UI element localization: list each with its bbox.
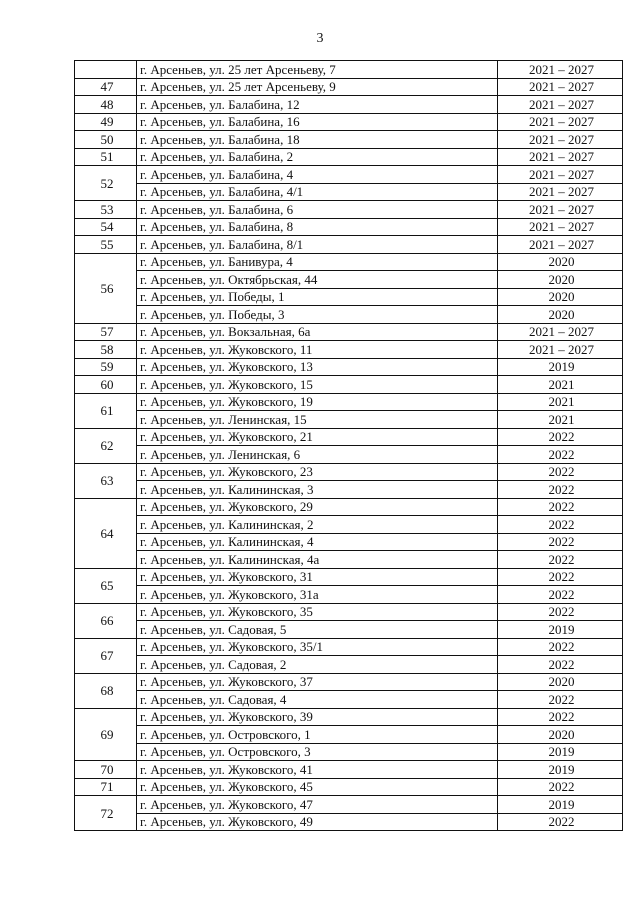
years-cell: 2021 – 2027 — [498, 96, 623, 114]
years-cell: 2022 — [498, 638, 623, 656]
address-cell: г. Арсеньев, ул. Балабина, 8/1 — [137, 236, 498, 254]
table-row — [75, 498, 623, 516]
address-cell: г. Арсеньев, ул. Победы, 3 — [137, 306, 498, 324]
table-row — [75, 778, 623, 796]
row-number: 60 — [75, 376, 137, 394]
years-cell: 2021 – 2027 — [498, 61, 623, 79]
row-number: 68 — [75, 673, 137, 708]
table-row — [75, 166, 623, 184]
table-row — [75, 726, 623, 744]
address-cell: г. Арсеньев, ул. Садовая, 5 — [137, 621, 498, 639]
row-number: 47 — [75, 78, 137, 96]
table-row — [75, 533, 623, 551]
table-row — [75, 481, 623, 499]
address-cell: г. Арсеньев, ул. 25 лет Арсеньеву, 7 — [137, 61, 498, 79]
address-cell: г. Арсеньев, ул. Калининская, 4 — [137, 533, 498, 551]
table-row — [75, 341, 623, 359]
years-cell: 2021 – 2027 — [498, 183, 623, 201]
address-cell: г. Арсеньев, ул. Ленинская, 6 — [137, 446, 498, 464]
table-row — [75, 673, 623, 691]
years-cell: 2020 — [498, 726, 623, 744]
years-cell: 2021 – 2027 — [498, 166, 623, 184]
row-number: 57 — [75, 323, 137, 341]
years-cell: 2021 – 2027 — [498, 236, 623, 254]
row-number: 67 — [75, 638, 137, 673]
years-cell: 2021 – 2027 — [498, 131, 623, 149]
table-row — [75, 813, 623, 831]
row-number: 69 — [75, 708, 137, 761]
years-cell: 2022 — [498, 813, 623, 831]
address-table — [74, 60, 623, 831]
address-cell: г. Арсеньев, ул. Жуковского, 45 — [137, 778, 498, 796]
row-number: 66 — [75, 603, 137, 638]
row-number: 64 — [75, 498, 137, 568]
row-number: 52 — [75, 166, 137, 201]
years-cell: 2021 – 2027 — [498, 148, 623, 166]
address-cell: г. Арсеньев, ул. Калининская, 3 — [137, 481, 498, 499]
years-cell: 2021 – 2027 — [498, 78, 623, 96]
address-cell: г. Арсеньев, ул. Победы, 1 — [137, 288, 498, 306]
address-cell: г. Арсеньев, ул. Жуковского, 47 — [137, 796, 498, 814]
row-number: 51 — [75, 148, 137, 166]
years-cell: 2019 — [498, 621, 623, 639]
row-number: 48 — [75, 96, 137, 114]
row-number — [75, 61, 137, 79]
years-cell: 2020 — [498, 673, 623, 691]
address-cell: г. Арсеньев, ул. Жуковского, 31а — [137, 586, 498, 604]
address-cell: г. Арсеньев, ул. Жуковского, 49 — [137, 813, 498, 831]
address-cell: г. Арсеньев, ул. Жуковского, 41 — [137, 761, 498, 779]
table-row — [75, 148, 623, 166]
years-cell: 2020 — [498, 288, 623, 306]
years-cell: 2020 — [498, 271, 623, 289]
address-cell: г. Арсеньев, ул. Жуковского, 19 — [137, 393, 498, 411]
row-number: 65 — [75, 568, 137, 603]
address-cell: г. Арсеньев, ул. Жуковского, 39 — [137, 708, 498, 726]
years-cell: 2021 – 2027 — [498, 218, 623, 236]
years-cell: 2022 — [498, 498, 623, 516]
years-cell: 2019 — [498, 796, 623, 814]
address-cell: г. Арсеньев, ул. Жуковского, 35 — [137, 603, 498, 621]
years-cell: 2021 — [498, 393, 623, 411]
years-cell: 2020 — [498, 306, 623, 324]
table-row — [75, 271, 623, 289]
table-row — [75, 568, 623, 586]
address-cell: г. Арсеньев, ул. Островского, 1 — [137, 726, 498, 744]
row-number: 55 — [75, 236, 137, 254]
row-number: 62 — [75, 428, 137, 463]
table-row — [75, 691, 623, 709]
address-cell: г. Арсеньев, ул. Балабина, 4 — [137, 166, 498, 184]
address-cell: г. Арсеньев, ул. Жуковского, 31 — [137, 568, 498, 586]
table-row — [75, 708, 623, 726]
row-number: 70 — [75, 761, 137, 779]
years-cell: 2022 — [498, 428, 623, 446]
years-cell: 2022 — [498, 603, 623, 621]
address-cell: г. Арсеньев, ул. Октябрьская, 44 — [137, 271, 498, 289]
years-cell: 2021 – 2027 — [498, 201, 623, 219]
address-cell: г. Арсеньев, ул. Жуковского, 21 — [137, 428, 498, 446]
address-cell: г. Арсеньев, ул. Жуковского, 15 — [137, 376, 498, 394]
table-row — [75, 393, 623, 411]
table-row — [75, 638, 623, 656]
address-cell: г. Арсеньев, ул. Калининская, 4а — [137, 551, 498, 569]
table-row — [75, 183, 623, 201]
table-row — [75, 586, 623, 604]
years-cell: 2022 — [498, 533, 623, 551]
address-cell: г. Арсеньев, ул. Жуковского, 29 — [137, 498, 498, 516]
address-cell: г. Арсеньев, ул. Балабина, 18 — [137, 131, 498, 149]
years-cell: 2022 — [498, 708, 623, 726]
table-row — [75, 743, 623, 761]
years-cell: 2022 — [498, 463, 623, 481]
row-number: 50 — [75, 131, 137, 149]
address-cell: г. Арсеньев, ул. Жуковского, 37 — [137, 673, 498, 691]
table-row — [75, 428, 623, 446]
address-cell: г. Арсеньев, ул. Балабина, 16 — [137, 113, 498, 131]
address-cell: г. Арсеньев, ул. Жуковского, 13 — [137, 358, 498, 376]
row-number: 63 — [75, 463, 137, 498]
table-row — [75, 288, 623, 306]
address-cell: г. Арсеньев, ул. Балабина, 4/1 — [137, 183, 498, 201]
years-cell: 2019 — [498, 743, 623, 761]
address-cell: г. Арсеньев, ул. Банивура, 4 — [137, 253, 498, 271]
row-number: 59 — [75, 358, 137, 376]
row-number: 58 — [75, 341, 137, 359]
page-number: 3 — [316, 31, 324, 46]
table-row — [75, 463, 623, 481]
table-row — [75, 411, 623, 429]
row-number: 71 — [75, 778, 137, 796]
address-cell: г. Арсеньев, ул. Балабина, 8 — [137, 218, 498, 236]
years-cell: 2021 – 2027 — [498, 113, 623, 131]
table-row — [75, 236, 623, 254]
table-row — [75, 376, 623, 394]
table-row — [75, 113, 623, 131]
table-row — [75, 551, 623, 569]
table-row — [75, 516, 623, 534]
table-row — [75, 603, 623, 621]
years-cell: 2021 — [498, 376, 623, 394]
address-table-body — [75, 61, 623, 831]
table-row — [75, 131, 623, 149]
table-row — [75, 253, 623, 271]
address-cell: г. Арсеньев, ул. Садовая, 2 — [137, 656, 498, 674]
row-number: 72 — [75, 796, 137, 831]
address-cell: г. Арсеньев, ул. Жуковского, 35/1 — [137, 638, 498, 656]
row-number: 54 — [75, 218, 137, 236]
years-cell: 2020 — [498, 253, 623, 271]
years-cell: 2022 — [498, 551, 623, 569]
table-row — [75, 78, 623, 96]
address-cell: г. Арсеньев, ул. Жуковского, 23 — [137, 463, 498, 481]
years-cell: 2019 — [498, 358, 623, 376]
table-row — [75, 201, 623, 219]
table-row — [75, 61, 623, 79]
years-cell: 2022 — [498, 656, 623, 674]
table-row — [75, 358, 623, 376]
row-number: 53 — [75, 201, 137, 219]
address-cell: г. Арсеньев, ул. Садовая, 4 — [137, 691, 498, 709]
row-number: 49 — [75, 113, 137, 131]
address-cell: г. Арсеньев, ул. 25 лет Арсеньеву, 9 — [137, 78, 498, 96]
years-cell: 2022 — [498, 778, 623, 796]
table-row — [75, 218, 623, 236]
table-row — [75, 796, 623, 814]
table-row — [75, 656, 623, 674]
years-cell: 2021 – 2027 — [498, 341, 623, 359]
address-cell: г. Арсеньев, ул. Калининская, 2 — [137, 516, 498, 534]
table-row — [75, 306, 623, 324]
years-cell: 2022 — [498, 586, 623, 604]
address-cell: г. Арсеньев, ул. Балабина, 6 — [137, 201, 498, 219]
years-cell: 2022 — [498, 446, 623, 464]
table-row — [75, 96, 623, 114]
table-row — [75, 621, 623, 639]
table-row — [75, 446, 623, 464]
years-cell: 2022 — [498, 516, 623, 534]
address-cell: г. Арсеньев, ул. Жуковского, 11 — [137, 341, 498, 359]
table-row — [75, 761, 623, 779]
address-cell: г. Арсеньев, ул. Вокзальная, 6а — [137, 323, 498, 341]
years-cell: 2022 — [498, 568, 623, 586]
years-cell: 2021 – 2027 — [498, 323, 623, 341]
address-cell: г. Арсеньев, ул. Островского, 3 — [137, 743, 498, 761]
row-number: 61 — [75, 393, 137, 428]
years-cell: 2022 — [498, 481, 623, 499]
table-row — [75, 323, 623, 341]
years-cell: 2019 — [498, 761, 623, 779]
row-number: 56 — [75, 253, 137, 323]
address-cell: г. Арсеньев, ул. Балабина, 2 — [137, 148, 498, 166]
years-cell: 2022 — [498, 691, 623, 709]
years-cell: 2021 — [498, 411, 623, 429]
address-cell: г. Арсеньев, ул. Балабина, 12 — [137, 96, 498, 114]
address-cell: г. Арсеньев, ул. Ленинская, 15 — [137, 411, 498, 429]
